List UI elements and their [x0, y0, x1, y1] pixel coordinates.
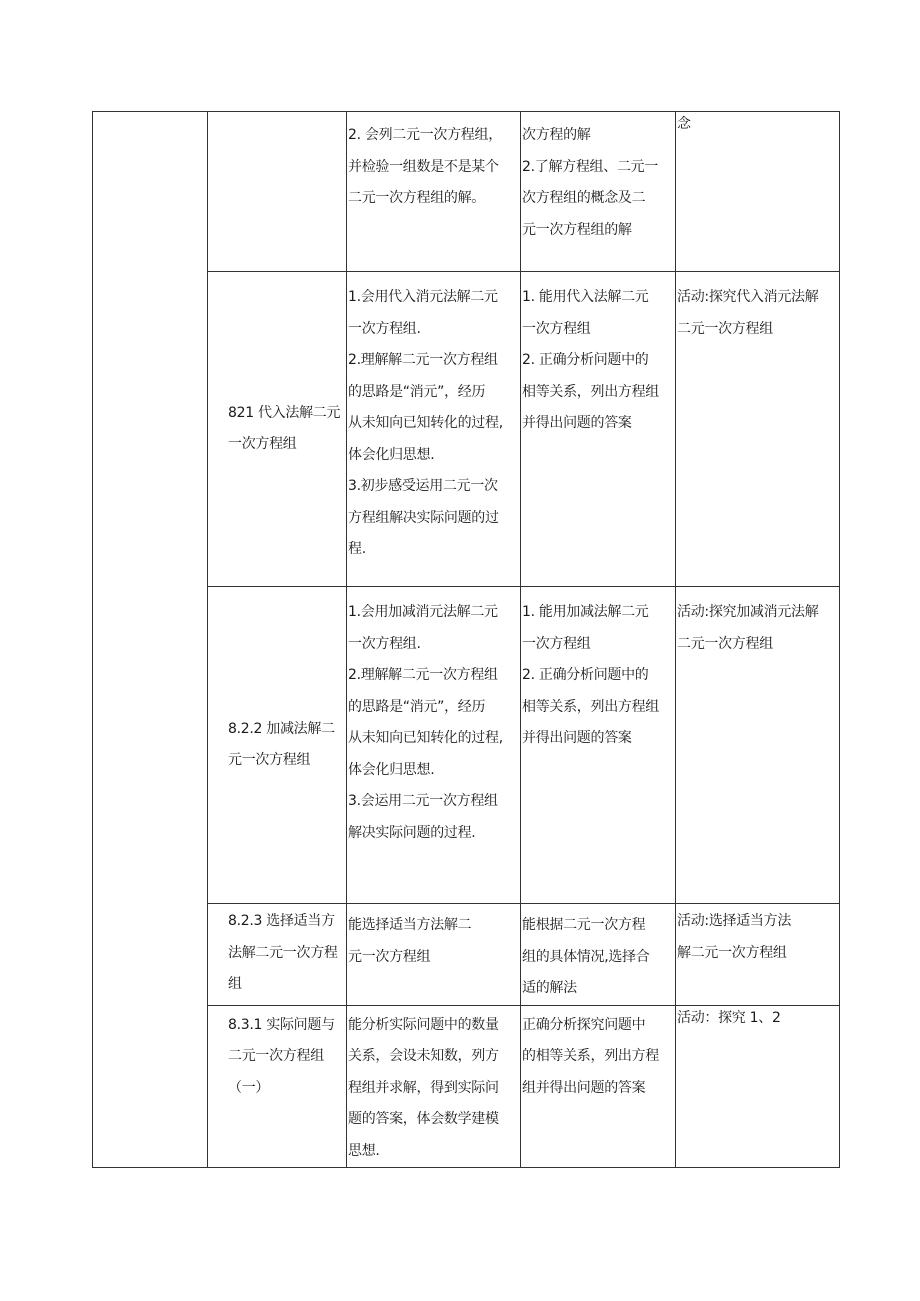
section-title-line: 一次方程组 — [228, 436, 297, 452]
activity-line: 二元一次方程组 — [677, 320, 773, 337]
section-cell — [208, 1005, 347, 1168]
requirements-cell — [521, 587, 676, 904]
activity-line: 念 — [677, 116, 691, 132]
section-cell — [208, 272, 347, 587]
table-row — [93, 112, 840, 272]
activities-cell — [676, 272, 840, 587]
section-title-line: 8.3.1 实际问题与 — [228, 1016, 335, 1033]
requirements-cell — [521, 272, 676, 587]
section-cell — [208, 904, 347, 1006]
objective-line: 从未知向已知转化的过程, — [348, 730, 503, 746]
requirement-line: 组并得出问题的答案 — [522, 1079, 646, 1096]
lesson-plan-table — [92, 111, 840, 1168]
objective-line: 体会化归思想. — [348, 761, 435, 778]
activity-line: 活动:探究代入消元法解 — [677, 289, 819, 305]
objective-line: 并检验一组数是不是某个 — [348, 158, 499, 175]
requirement-line: 2.了解方程组、二元一 — [522, 158, 659, 175]
objective-line: 关系，会设未知数，列方 — [348, 1048, 499, 1064]
objective-line: 2.理解解二元一次方程组 — [348, 352, 498, 368]
objective-line: 2.理解解二元一次方程组 — [348, 667, 498, 683]
objective-line: 题的答案，体会数学建模 — [348, 1111, 499, 1127]
objective-line: 3.初步感受运用二元一次 — [348, 478, 498, 494]
objective-line: 的思路是“消元”，经历 — [348, 698, 486, 715]
lesson-plan-sheet — [92, 111, 840, 1168]
section-title-line: 821 代入法解二元 — [228, 404, 341, 421]
requirements-cell — [521, 112, 676, 272]
objective-line: 解决实际问题的过程. — [348, 824, 476, 841]
objective-line: 能分析实际问题中的数量 — [348, 1016, 499, 1033]
objective-line: 二元一次方程组的解。 — [348, 190, 485, 206]
requirement-line: 一次方程组 — [522, 635, 591, 652]
requirement-line: 一次方程组 — [522, 320, 591, 337]
requirement-line: 相等关系，列出方程组 — [522, 383, 659, 400]
objective-line: 方程组解决实际问题的过 — [348, 509, 499, 526]
objective-line: 2. 会列二元一次方程组， — [348, 127, 502, 143]
requirements-cell — [521, 904, 676, 1006]
objective-line: 1.会用加减消元法解二元 — [348, 604, 498, 620]
section-title-line: 法解二元一次方程 — [228, 944, 338, 961]
objective-line: 思想. — [348, 1142, 380, 1159]
requirement-line: 1. 能用加减法解二元 — [522, 604, 649, 620]
objective-line: 程组并求解，得到实际问 — [348, 1079, 499, 1096]
activity-line: 活动:探究加减消元法解 — [677, 604, 819, 620]
requirements-cell — [521, 1005, 676, 1168]
activity-line: 二元一次方程组 — [677, 635, 773, 652]
requirement-line: 元一次方程组的解 — [522, 221, 632, 238]
requirement-line: 并得出问题的答案 — [522, 730, 632, 746]
section-title-line: 元一次方程组 — [228, 752, 311, 768]
objectives-cell — [347, 112, 521, 272]
requirement-line: 2. 正确分析问题中的 — [522, 667, 649, 683]
objectives-cell — [347, 904, 521, 1006]
requirement-line: 组的具体情况,选择合 — [522, 948, 650, 965]
objective-line: 从未知向已知转化的过程, — [348, 415, 503, 431]
requirement-line: 2. 正确分析问题中的 — [522, 352, 649, 368]
objective-line: 3.会运用二元一次方程组 — [348, 793, 498, 809]
objectives-cell — [347, 1005, 521, 1168]
objective-line: 体会化归思想. — [348, 446, 435, 463]
objective-line: 一次方程组. — [348, 320, 421, 337]
section-title-line: 8.2.3 选择适当方 — [228, 913, 335, 929]
objective-line: 能选择适当方法解二 — [348, 917, 472, 933]
objective-line: 元一次方程组 — [348, 948, 431, 965]
section-title-line: 8.2.2 加减法解二 — [228, 720, 335, 737]
section-cell — [208, 587, 347, 904]
activity-line: 活动：探究 1、2 — [677, 1009, 781, 1026]
objectives-cell — [347, 272, 521, 587]
activity-line: 活动:选择适当方法 — [677, 913, 792, 929]
requirement-line: 适的解法 — [522, 980, 577, 996]
section-cell — [208, 112, 347, 272]
activities-cell — [676, 1005, 840, 1168]
requirement-line: 的相等关系，列出方程 — [522, 1048, 659, 1064]
activity-line: 解二元一次方程组 — [677, 944, 787, 961]
activities-cell — [676, 904, 840, 1006]
requirement-line: 次方程的解 — [522, 127, 591, 143]
chapter-cell — [93, 112, 208, 1168]
section-title-line: （一） — [228, 1079, 270, 1096]
requirement-line: 并得出问题的答案 — [522, 415, 632, 431]
objective-line: 程. — [348, 541, 366, 557]
objectives-cell — [347, 587, 521, 904]
objective-line: 1.会用代入消元法解二元 — [348, 289, 498, 305]
requirement-line: 能根据二元一次方程 — [522, 917, 646, 933]
requirement-line: 次方程组的概念及二 — [522, 190, 646, 206]
activities-cell — [676, 587, 840, 904]
objective-line: 的思路是“消元”，经历 — [348, 383, 486, 400]
objective-line: 一次方程组. — [348, 635, 421, 652]
requirement-line: 1. 能用代入法解二元 — [522, 289, 649, 305]
requirement-line: 相等关系，列出方程组 — [522, 698, 659, 715]
activities-cell — [676, 112, 840, 272]
section-title-line: 组 — [228, 976, 242, 992]
section-title-line: 二元一次方程组 — [228, 1048, 324, 1064]
requirement-line: 正确分析探究问题中 — [522, 1016, 646, 1033]
